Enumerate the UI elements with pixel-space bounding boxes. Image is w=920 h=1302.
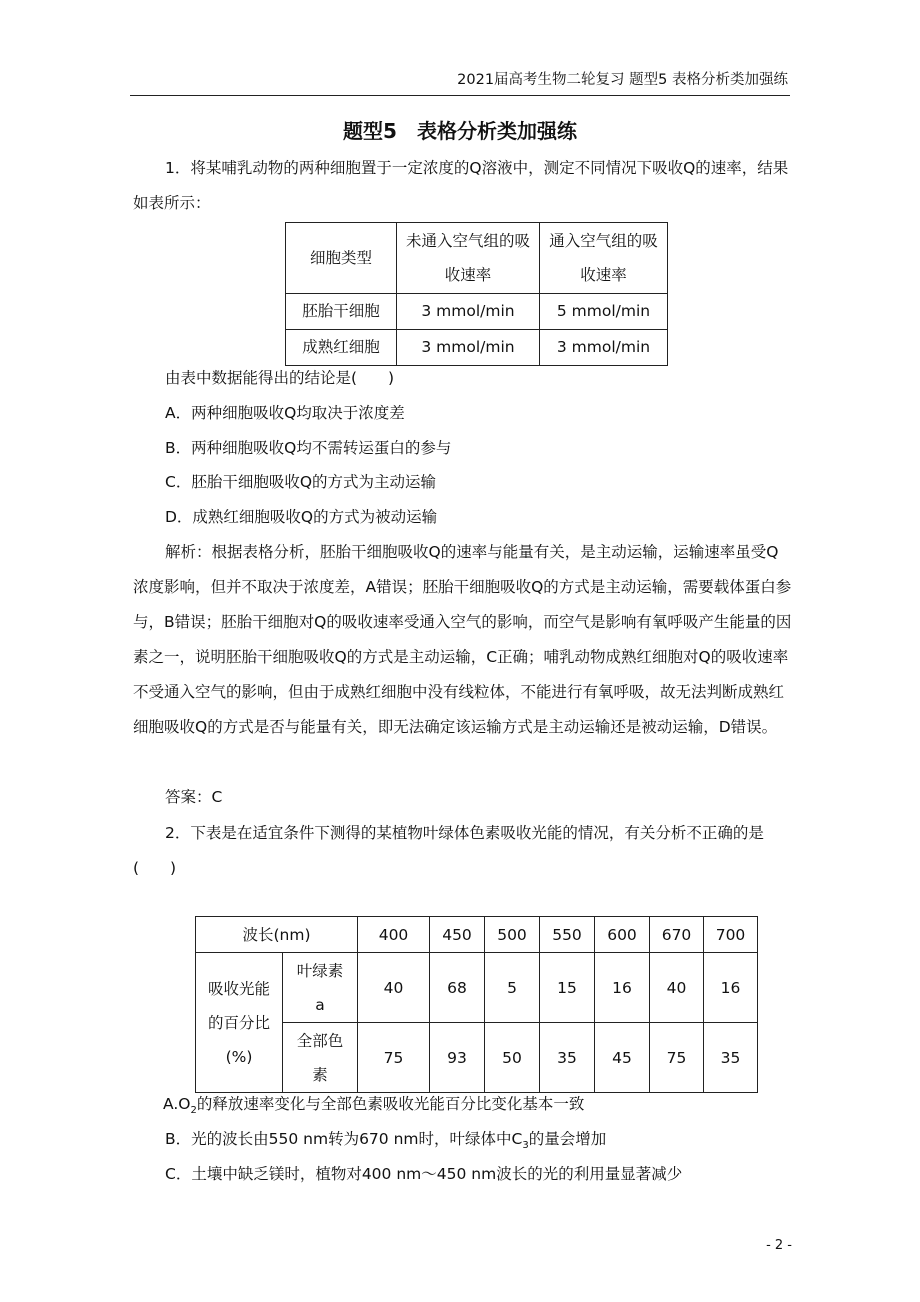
cell: 胚胎干细胞	[286, 294, 397, 330]
cell: 3 mmol/min	[540, 330, 668, 366]
q1-table	[285, 222, 668, 366]
row-label: 全部色素	[283, 1023, 358, 1093]
q2-table	[195, 916, 758, 1093]
q1-answer: 答案：C	[165, 788, 223, 806]
q2-option-c: C．土壤中缺乏镁时，植物对400 nm～450 nm波长的光的利用量显著减少	[165, 1165, 683, 1183]
option-text: 的释放速率变化与全部色素吸收光能百分比变化基本一致	[196, 1095, 585, 1113]
header-cell: 细胞类型	[286, 223, 397, 294]
q2-stem: 2．下表是在适宜条件下测得的某植物叶绿体色素吸收光能的情况，有关分析不正确的是( )	[133, 824, 764, 877]
header-cell: 通入空气组的吸收速率	[540, 223, 668, 294]
cell: 40	[650, 953, 704, 1023]
q1-prompt: 由表中数据能得出的结论是( )	[165, 369, 395, 387]
q1-option-c: C．胚胎干细胞吸收Q的方式为主动运输	[165, 473, 437, 491]
header-divider	[130, 95, 790, 96]
q1-option-d: D．成熟红细胞吸收Q的方式为被动运输	[165, 508, 438, 526]
group-label: 吸收光能的百分比(%)	[196, 953, 283, 1093]
wavelength-cell: 670	[650, 917, 704, 953]
page-number: - 2 -	[766, 1238, 792, 1253]
cell: 45	[595, 1023, 650, 1093]
cell: 成熟红细胞	[286, 330, 397, 366]
cell: 35	[540, 1023, 595, 1093]
wavelength-cell: 600	[595, 917, 650, 953]
cell: 40	[358, 953, 430, 1023]
cell: 75	[650, 1023, 704, 1093]
cell: 16	[704, 953, 758, 1023]
cell: 3 mmol/min	[397, 294, 540, 330]
wavelength-cell: 550	[540, 917, 595, 953]
cell: 16	[595, 953, 650, 1023]
header-cell: 波长(nm)	[196, 917, 358, 953]
option-text: 的量会增加	[528, 1130, 607, 1148]
q1-stem: 1．将某哺乳动物的两种细胞置于一定浓度的Q溶液中，测定不同情况下吸收Q的速率，结果如表所示：	[133, 159, 789, 212]
cell: 35	[704, 1023, 758, 1093]
row-label: 叶绿素a	[283, 953, 358, 1023]
q1-option-b: B．两种细胞吸收Q均不需转运蛋白的参与	[165, 439, 452, 457]
cell: 93	[430, 1023, 485, 1093]
option-text: B．光的波长由550 nm转为670 nm时，叶绿体中C	[165, 1130, 523, 1148]
cell: 68	[430, 953, 485, 1023]
subscript: 3	[522, 1140, 529, 1152]
cell: 3 mmol/min	[397, 330, 540, 366]
q1-option-a: A．两种细胞吸收Q均取决于浓度差	[165, 404, 405, 422]
wavelength-cell: 450	[430, 917, 485, 953]
cell: 75	[358, 1023, 430, 1093]
wavelength-cell: 700	[704, 917, 758, 953]
wavelength-cell: 500	[485, 917, 540, 953]
cell: 5	[485, 953, 540, 1023]
cell: 50	[485, 1023, 540, 1093]
running-header: 2021届高考生物二轮复习 题型5 表格分析类加强练	[457, 72, 788, 88]
header-cell: 未通入空气组的吸收速率	[397, 223, 540, 294]
q1-analysis: 解析：根据表格分析，胚胎干细胞吸收Q的速率与能量有关，是主动运输，运输速率虽受Q浓度影响，但并不取决于浓度差，A错误；胚胎干细胞吸收Q的方式是主动运输，需要载体蛋白参与，B错误；胚胎干细胞对Q的吸收速率受通入空气的影响，而空气是影响有氧呼吸产生能量的因素之一，说明胚胎干细胞吸收Q的方式是主动运输，C正确；哺乳动物成熟红细胞对Q的吸收速率不受通入空气的影响，但由于成熟红细胞中没有线粒体，不能进行有氧呼吸，故无法判断成熟红细胞吸收Q的方式是否与能量有关，即无法确定该运输方式是主动运输还是被动运输，D错误。	[133, 543, 792, 736]
subscript: 2	[190, 1105, 197, 1117]
page-title: 题型5 表格分析类加强练	[343, 119, 577, 143]
cell: 15	[540, 953, 595, 1023]
option-text: A.O	[163, 1095, 191, 1113]
cell: 5 mmol/min	[540, 294, 668, 330]
wavelength-cell: 400	[358, 917, 430, 953]
